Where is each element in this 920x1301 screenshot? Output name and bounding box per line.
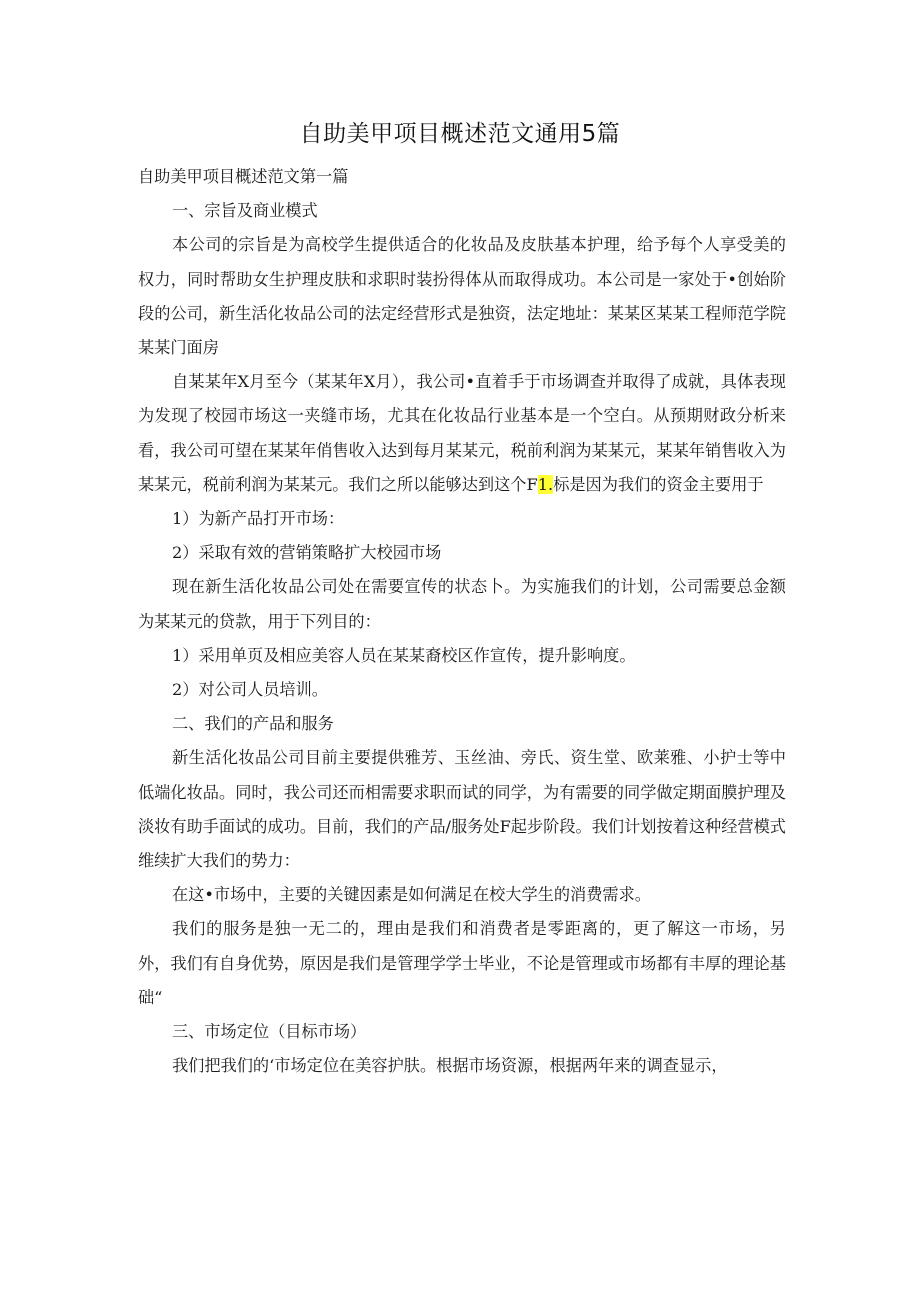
list-item: 2）采取有效的营销策略扩大校园市场 xyxy=(172,543,442,563)
paragraph-text: 标是因为我们的资金主要用于 xyxy=(553,474,764,494)
list-item: 1）采用单页及相应美容人员在某某裔校区作宣传，提升影响度。 xyxy=(172,645,636,665)
document-body xyxy=(138,160,786,1083)
paragraph: 我们的服务是独一无二的，理由是我们和消费者是零距离的，更了解这一市场，另外，我们有自身优势，原因是我们是管理学学士毕业，不论是管理或市场都有丰厚的理论基础“ xyxy=(138,919,786,1007)
document-title: 自助美甲项目概述范文通用5篇 xyxy=(299,121,621,147)
paragraph: 新生活化妆品公司目前主要提供雅芳、玉丝油、旁氏、资生堂、欧莱雅、小护士等中低端化妆品。同时，我公司还而相需要求职而试的同学，为有需要的同学做定期面膜护理及淡妆有助手面试的成功。目前，我们的产品/服务处F起步阶段。我们计划按着这种经营模式维续扩大我们的势力： xyxy=(138,748,786,871)
paragraph-text: 自某某年X月至今（某某年X月），我公司•直着手于市场调查并取得了成就，具体表现为发现了校园市场这一夹缝市场，尤其在化妆品行业基本是一个空白。从预期财政分析来看，我公司可望在某某年俏售收入达到每月某某元，税前利润为某某元，某某年销售收入为某某元，税前利润为某某元。我们之所以能够达到这个F xyxy=(138,372,786,494)
list-item: 1）为新产品打开市场： xyxy=(172,509,345,529)
section-heading: 一、宗旨及商业模式 xyxy=(172,201,318,221)
section-heading: 二、我们的产品和服务 xyxy=(172,714,334,734)
list-item: 2）对公司人员培训。 xyxy=(172,680,328,700)
paragraph: 我们把我们的‘市场定位在美容护肤。根据市场资源，根据两年来的调查显示， xyxy=(172,1056,728,1076)
section-heading: 三、市场定位（目标市场） xyxy=(172,1022,367,1042)
paragraph: 在这•市场中，主要的关键因素是如何满足在校大学生的消费需求。 xyxy=(172,885,651,905)
paragraph: 自助美甲项目概述范文第一篇 xyxy=(138,167,349,186)
paragraph: 本公司的宗旨是为高校学生提供适合的化妆品及皮肤基本护理，给予每个人享受美的权力，同时帮助女生护理皮肤和求职时装扮得体从而取得成功。本公司是一家处于•创始阶段的公司，新生活化妆品公司的法定经营形式是独资，法定地址：某某区某某工程师范学院某某门面房 xyxy=(138,235,786,358)
paragraph: 现在新生活化妆品公司处在需要宣传的状态卜。为实施我们的计划，公司需要总金额为某某元的贷款，用于下列目的： xyxy=(138,577,786,631)
paragraph xyxy=(138,365,786,502)
highlighted-text: 1. xyxy=(537,474,554,494)
